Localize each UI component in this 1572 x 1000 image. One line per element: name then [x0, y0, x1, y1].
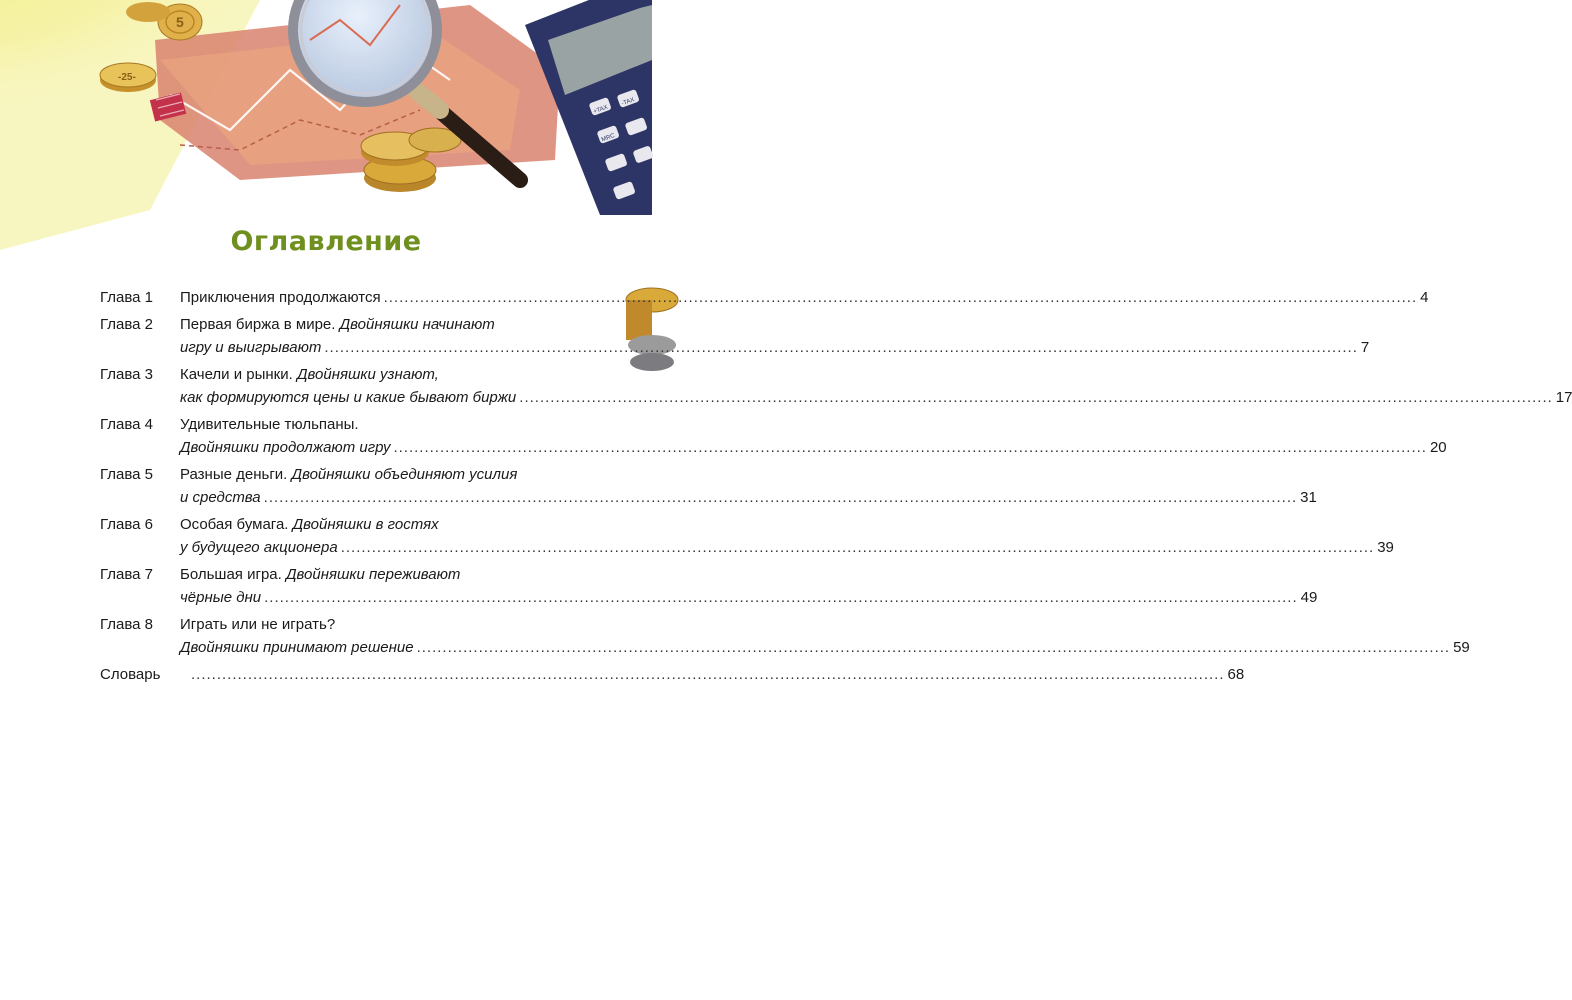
svg-text:-25-: -25- [118, 72, 136, 83]
toc-entry[interactable] [100, 513, 1394, 559]
table-of-contents [100, 286, 1572, 690]
chapter-title-text [180, 536, 338, 559]
chapter-title-line [180, 436, 1447, 459]
chapter-title-line [180, 413, 608, 436]
chapter-main-title: Удивительные тюльпаны. [180, 416, 359, 433]
page-number: 59 [1453, 639, 1470, 656]
chapter-main-title: Большая игра. [180, 566, 286, 583]
chapter-title-line [180, 386, 1572, 409]
chapter-subtitle: Двойняшки объединяют усилия [291, 466, 518, 483]
toc-entry[interactable] [100, 313, 1370, 359]
chapter-subtitle: у будущего акционера [180, 539, 338, 556]
toc-entry[interactable] [100, 286, 1429, 309]
dot-leader: ........................................................................................................................................................................................................ [340, 539, 1375, 556]
chapter-title-line [180, 586, 1318, 609]
svg-text:MRC: MRC [600, 132, 616, 144]
chapter-title-line [180, 613, 608, 636]
chapter-label: Глава 6 [100, 516, 154, 533]
chapter-subtitle: Двойняшки принимают решение [180, 639, 414, 656]
dot-leader: ........................................................................................................................................................................................................ [191, 666, 1225, 683]
chapter-main-title: Качели и рынки. [180, 366, 297, 383]
chapter-title-text [180, 286, 381, 309]
chapter-title-text [180, 413, 359, 436]
chapter-title-line [180, 486, 1317, 509]
chapter-subtitle: игру и выигрывают [180, 339, 322, 356]
chapter-title-text [180, 386, 516, 409]
dot-leader: ........................................................................................................................................................................................................ [263, 489, 1298, 506]
dot-leader: ........................................................................................................................................................................................................ [383, 289, 1418, 306]
toc-entry[interactable] [100, 463, 1317, 509]
chapter-title-text [180, 636, 414, 659]
chapter-title-text [180, 563, 460, 586]
chapter-title-line [188, 663, 1245, 686]
page-number: 17 [1555, 389, 1572, 406]
toc-title: Оглавление [230, 226, 422, 257]
chapter-title [188, 663, 1245, 686]
chapter-title [180, 363, 1572, 409]
svg-text:-TAX: -TAX [620, 97, 636, 108]
dot-leader: ........................................................................................................................................................................................................ [519, 389, 1553, 406]
dot-leader: ........................................................................................................................................................................................................ [416, 639, 1451, 656]
chapter-label: Словарь [100, 666, 161, 683]
chapter-title-text [180, 313, 495, 336]
dot-leader: ........................................................................................................................................................................................................ [264, 589, 1298, 606]
chapter-title-text [180, 586, 261, 609]
coin-icon [126, 2, 170, 22]
chapter-title [180, 613, 1470, 659]
chapter-label: Глава 2 [100, 316, 154, 333]
chapter-title-line [180, 363, 608, 386]
page-number: 4 [1420, 289, 1429, 306]
chapter-label: Глава 4 [100, 416, 154, 433]
chapter-title-text [180, 513, 439, 536]
chapter-main-title: Играть или не играть? [180, 616, 336, 633]
toc-entry[interactable] [100, 363, 1572, 409]
page-number: 7 [1360, 339, 1370, 356]
toc-entry[interactable] [100, 613, 1470, 659]
chapter-subtitle: и средства [180, 489, 261, 506]
chapter-title-line [180, 463, 608, 486]
chapter-main-title: Разные деньги. [180, 466, 292, 483]
chapter-subtitle: Двойняшки узнают, [296, 366, 439, 383]
chapter-label: Глава 7 [100, 566, 154, 583]
chapter-subtitle: чёрные дни [180, 589, 262, 606]
page-number: 31 [1300, 489, 1317, 506]
chapter-title-text [180, 486, 261, 509]
toc-entry[interactable] [100, 413, 1447, 459]
chapter-subtitle: Двойняшки в гостях [292, 516, 439, 533]
chapter-main-title: Приключения продолжаются [180, 289, 381, 306]
chapter-subtitle: Двойняшки переживают [285, 566, 461, 583]
page-number: 49 [1300, 589, 1318, 606]
page-number: 20 [1429, 439, 1447, 456]
chapter-title-line [180, 536, 1394, 559]
chapter-title [180, 313, 1370, 359]
chapter-main-title: Особая бумага. [180, 516, 293, 533]
chapter-title-text [180, 363, 439, 386]
toc-entry[interactable] [100, 663, 1245, 686]
chapter-subtitle: Двойняшки продолжают игру [180, 439, 391, 456]
page-number: 39 [1377, 539, 1394, 556]
chapter-title-line [180, 313, 608, 336]
dot-leader: ........................................................................................................................................................................................................ [393, 439, 1427, 456]
chapter-title-line [180, 513, 608, 536]
page-number: 68 [1227, 666, 1245, 683]
chapter-title-text [180, 613, 335, 636]
chapter-title [180, 513, 1394, 559]
svg-text:+TAX: +TAX [592, 104, 609, 116]
chapter-label: Глава 5 [100, 466, 154, 483]
chapter-title-line [180, 636, 1470, 659]
chapter-title [180, 286, 1429, 309]
chapter-label: Глава 1 [100, 289, 154, 306]
chapter-label: Глава 3 [100, 366, 154, 383]
chapter-title [180, 463, 1317, 509]
svg-text:5: 5 [176, 14, 184, 30]
chapter-title-text [180, 463, 517, 486]
chapter-title [180, 563, 1318, 609]
chapter-title [180, 413, 1447, 459]
chapter-title-text [180, 336, 321, 359]
chapter-subtitle: как формируются цены и какие бывают биржи [180, 389, 517, 406]
dot-leader: ........................................................................................................................................................................................................ [324, 339, 1358, 356]
chapter-title-line [180, 563, 608, 586]
chapter-label: Глава 8 [100, 616, 154, 633]
toc-entry[interactable] [100, 563, 1318, 609]
chapter-title-line [180, 286, 1429, 309]
chapter-subtitle: Двойняшки начинают [339, 316, 495, 333]
chapter-title-line [180, 336, 1370, 359]
chapter-main-title: Первая биржа в мире. [180, 316, 340, 333]
chapter-title-text [180, 436, 390, 459]
